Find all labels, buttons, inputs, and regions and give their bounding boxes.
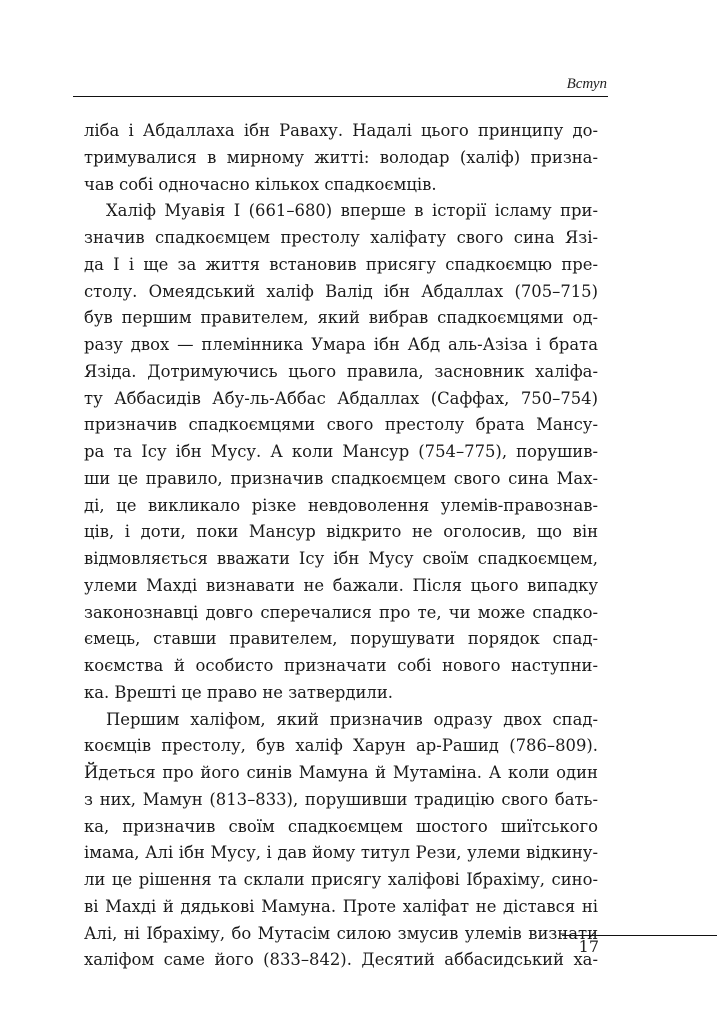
text-line: улеми Махді визнавати не бажали. Після цього випадку: [84, 575, 598, 595]
text-line: чав собі одночасно кількох спадкоємців.: [84, 174, 437, 194]
text-line: Йдеться про його синів Мамуна й Мутаміна. А коли один: [84, 763, 598, 782]
page-number: 17: [578, 937, 599, 956]
header-divider: [73, 96, 608, 97]
text-line: імама, Алі ібн Мусу, і дав йому титул Рези, улеми відкину-: [84, 843, 598, 863]
text-line: Халіф Муавія І (661–680) вперше в історії ісламу при-: [106, 201, 598, 221]
text-line: Язіда. Дотримуючись цього правила, засновник халіфа-: [84, 361, 598, 381]
text-line: тримувалися в мирному житті: володар (халіф) призна-: [84, 147, 598, 167]
text-line: ту Аббасидів Абу-ль-Аббас Абдаллах (Саффах, 750–754): [84, 388, 598, 408]
footer-divider: [562, 935, 717, 936]
text-line: ра та Ісу ібн Мусу. А коли Мансур (754–775), порушив-: [84, 442, 598, 461]
text-line: ві Махді й дядькові Мамуна. Проте халіфат не дістався ні: [84, 896, 598, 916]
text-line: коємців престолу, був халіф Харун ар-Рашид (786–809).: [84, 736, 598, 756]
page-body: [84, 118, 598, 974]
text-line: да І і ще за життя встановив присягу спадкоємцю пре-: [84, 254, 598, 274]
text-line: Першим халіфом, який призначив одразу двох спад-: [106, 709, 598, 729]
text-line: столу. Омеядський халіф Валід ібн Абдаллах (705–715): [84, 281, 598, 301]
text-line: ємець, ставши правителем, порушувати порядок спад-: [84, 629, 598, 649]
text-line: законознавці довго сперечалися про те, чи може спадко-: [84, 602, 598, 622]
text-line: коємства й особисто призначати собі нового наступни-: [84, 656, 598, 675]
text-line: значив спадкоємцем престолу халіфату свого сина Язі-: [84, 228, 598, 247]
text-line: разу двох — племінника Умара ібн Абд аль-Азіза і брата: [84, 335, 598, 354]
text-line: Алі, ні Ібрахіму, бо Мутасім силою змусив улемів визнати: [84, 923, 598, 943]
text-line: ді, це викликало різке невдоволення улемів-правознав-: [84, 495, 598, 515]
running-header-title: Вступ: [566, 76, 607, 92]
text-line: ли це рішення та склали присягу халіфові Ібрахіму, сино-: [84, 870, 598, 889]
paragraph: [84, 118, 598, 198]
paragraph: [84, 707, 598, 975]
text-line: був першим правителем, який вибрав спадкоємцями од-: [84, 308, 598, 328]
text-line: призначив спадкоємцями свого престолу брата Мансу-: [84, 415, 598, 435]
text-line: з них, Мамун (813–833), порушивши традицію свого бать-: [84, 789, 598, 809]
text-line: ка. Врешті це право не затвердили.: [84, 682, 393, 702]
text-line: ліба і Абдаллаха ібн Раваху. Надалі цього принципу до-: [84, 121, 598, 140]
text-line: халіфом саме його (833–842). Десятий аббасидський ха-: [84, 950, 598, 970]
paragraph: [84, 198, 598, 706]
text-line: відмовляється вважати Ісу ібн Мусу своїм спадкоємцем,: [84, 549, 598, 568]
text-line: ців, і доти, поки Мансур відкрито не оголосив, що він: [84, 522, 598, 542]
text-line: ши це правило, призначив спадкоємцем свого сина Мах-: [84, 468, 598, 488]
text-line: ка, призначив своїм спадкоємцем шостого шиїтського: [84, 816, 598, 836]
